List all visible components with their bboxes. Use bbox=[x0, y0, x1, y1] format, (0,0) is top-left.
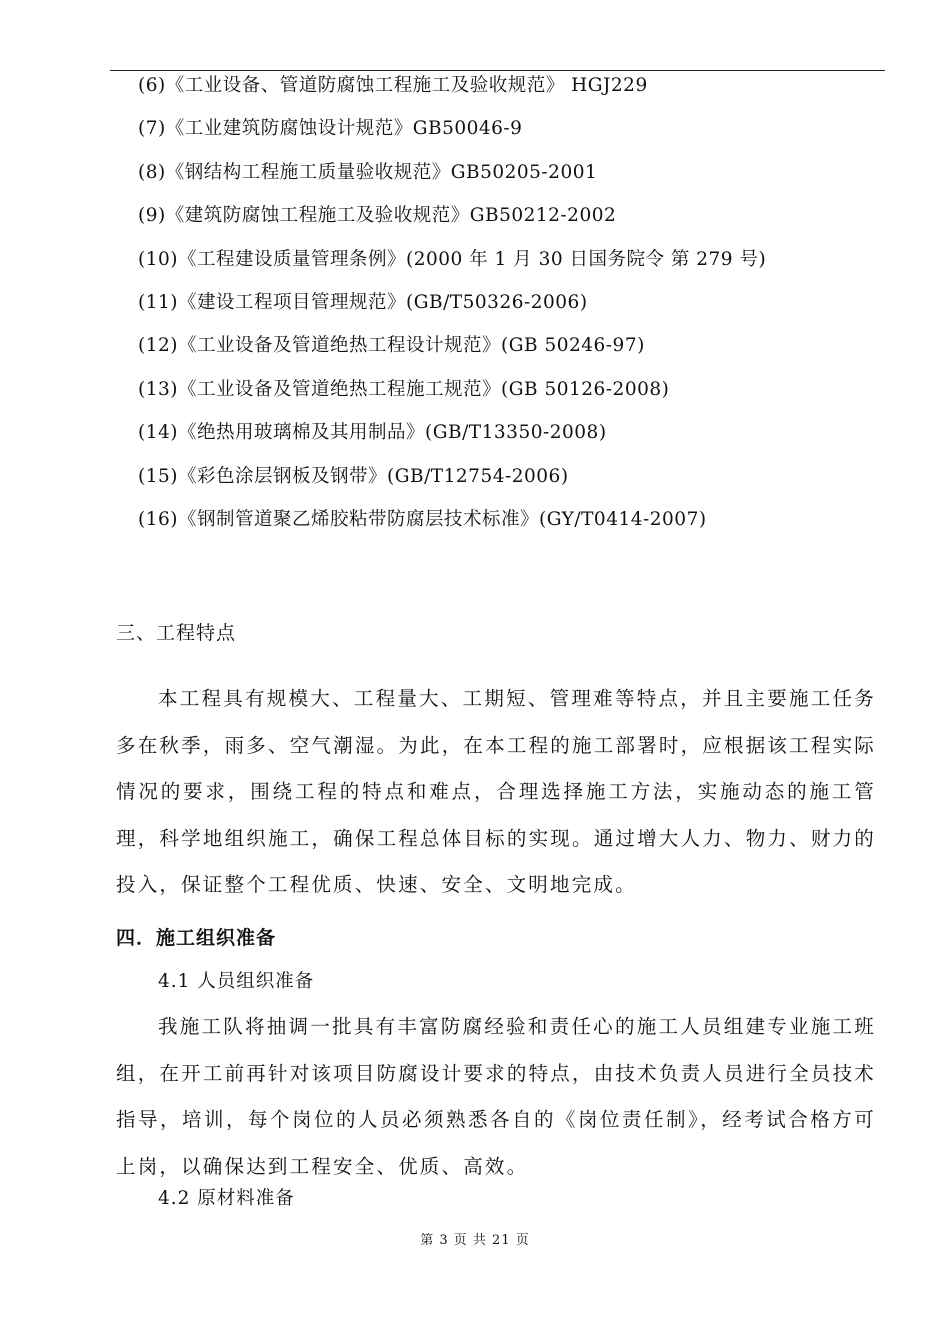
reference-item: (8)《钢结构工程施工质量验收规范》GB50205-2001 bbox=[138, 161, 598, 183]
page-number: 第 3 页 共 21 页 bbox=[420, 1233, 530, 1248]
reference-item: (14)《绝热用玻璃棉及其用制品》(GB/T13350-2008) bbox=[138, 422, 607, 444]
section-3-heading: 三、工程特点 bbox=[116, 622, 237, 644]
reference-item: (9)《建筑防腐蚀工程施工及验收规范》GB50212-2002 bbox=[138, 205, 617, 227]
reference-item: (12)《工业设备及管道绝热工程设计规范》(GB 50246-97) bbox=[138, 335, 645, 357]
reference-item: (6)《工业设备、管道防腐蚀工程施工及验收规范》 HGJ229 bbox=[138, 75, 648, 96]
subsection-4-2-heading: 4.2 原材料准备 bbox=[158, 1188, 295, 1209]
section-4-heading: 四．施工组织准备 bbox=[116, 927, 277, 949]
section-3-paragraph: 本工程具有规模大、工程量大、工期短、管理难等特点，并且主要施工任务多在秋季，雨多、空气潮湿。为此，在本工程的施工部署时，应根据该工程实际情况的要求，围绕工程的特点和难点，合理选择施工方法，实施动态的施工管理，科学地组织施工，确保工程总体目标的实现。通过增大人力、物力、财力的投入，保证整个工程优质、快速、安全、文明地完成。 bbox=[116, 687, 876, 896]
reference-list bbox=[138, 76, 766, 553]
header-rule bbox=[110, 70, 885, 71]
reference-item: (13)《工业设备及管道绝热工程施工规范》(GB 50126-2008) bbox=[138, 378, 670, 400]
reference-item: (16)《钢制管道聚乙烯胶粘带防腐层技术标准》(GY/T0414-2007) bbox=[138, 508, 707, 530]
reference-item: (11)《建设工程项目管理规范》(GB/T50326-2006) bbox=[138, 291, 588, 313]
subsection-4-1-heading: 4.1 人员组织准备 bbox=[158, 971, 315, 992]
reference-item: (10)《工程建设质量管理条例》(2000 年 1 月 30 日国务院令 第 279 号) bbox=[138, 248, 767, 270]
reference-item: (15)《彩色涂层钢板及钢带》(GB/T12754-2006) bbox=[138, 465, 569, 487]
subsection-4-1-paragraph: 我施工队将抽调一批具有丰富防腐经验和责任心的施工人员组建专业施工班组，在开工前再针对该项目防腐设计要求的特点，由技术负责人员进行全员技术指导，培训，每个岗位的人员必须熟悉各自的《岗位责任制》，经考试合格方可上岗，以确保达到工程安全、优质、高效。 bbox=[116, 1015, 876, 1178]
reference-item: (7)《工业建筑防腐蚀设计规范》GB50046-9 bbox=[138, 118, 523, 140]
